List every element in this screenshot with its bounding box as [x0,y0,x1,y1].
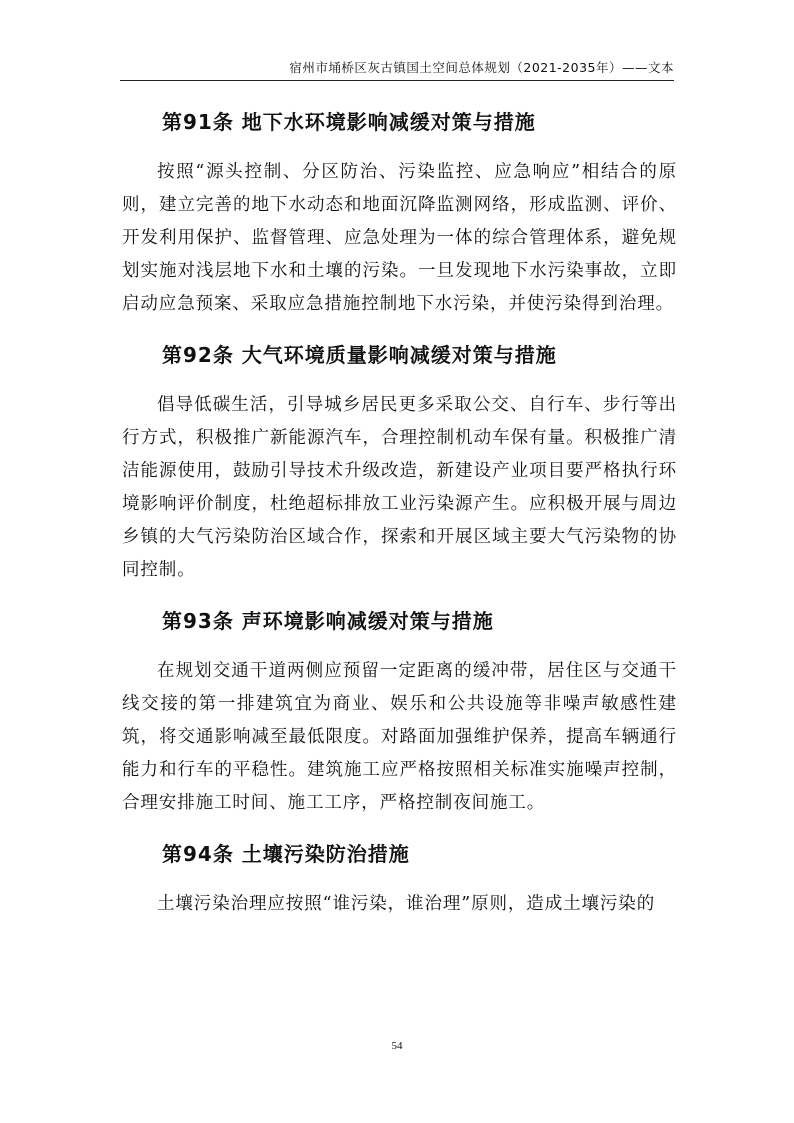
page-number: 54 [391,1040,403,1052]
article-92 [122,337,677,587]
article-93 [122,603,677,820]
running-header: 宿州市埇桥区灰古镇国土空间总体规划（2021-2035年）——文本 [289,60,674,75]
article-93-title: 第93条 声环境影响减缓对策与措施 [162,609,494,633]
article-94 [122,836,677,921]
article-92-title: 第92条 大气环境质量影响减缓对策与措施 [162,343,557,367]
article-94-title: 第94条 土壤污染防治措施 [162,842,410,866]
article-94-body: 土壤污染治理应按照“谁污染，谁治理”原则，造成土壤污染的 [157,894,656,914]
document-body [122,104,677,921]
header-divider [120,80,674,81]
article-91-body: 按照“源头控制、分区防治、污染监控、应急响应”相结合的原则，建立完善的地下水动态和地面沉降监测网络，形成监测、评价、开发利用保护、监督管理、应急处理为一体的综合管理体系，避免规划实施对浅层地下水和土壤的污染。一旦发现地下水污染事故，立即启动应急预案、采取应急措施控制地下水污染，并使污染得到治理。 [122,162,677,314]
article-91-title: 第91条 地下水环境影响减缓对策与措施 [162,110,536,134]
article-91 [122,104,677,321]
article-93-body: 在规划交通干道两侧应预留一定距离的缓冲带，居住区与交通干线交接的第一排建筑宜为商业、娱乐和公共设施等非噪声敏感性建筑，将交通影响减至最低限度。对路面加强维护保养，提高车辆通行能力和行车的平稳性。建筑施工应严格按照相关标准实施噪声控制，合理安排施工时间、施工工序，严格控制夜间施工。 [122,661,677,813]
article-92-body: 倡导低碳生活，引导城乡居民更多采取公交、自行车、步行等出行方式，积极推广新能源汽车，合理控制机动车保有量。积极推广清洁能源使用，鼓励引导技术升级改造，新建设产业项目要严格执行环境影响评价制度，杜绝超标排放工业污染源产生。应积极开展与周边乡镇的大气污染防治区域合作，探索和开展区域主要大气污染物的协同控制。 [122,395,677,580]
